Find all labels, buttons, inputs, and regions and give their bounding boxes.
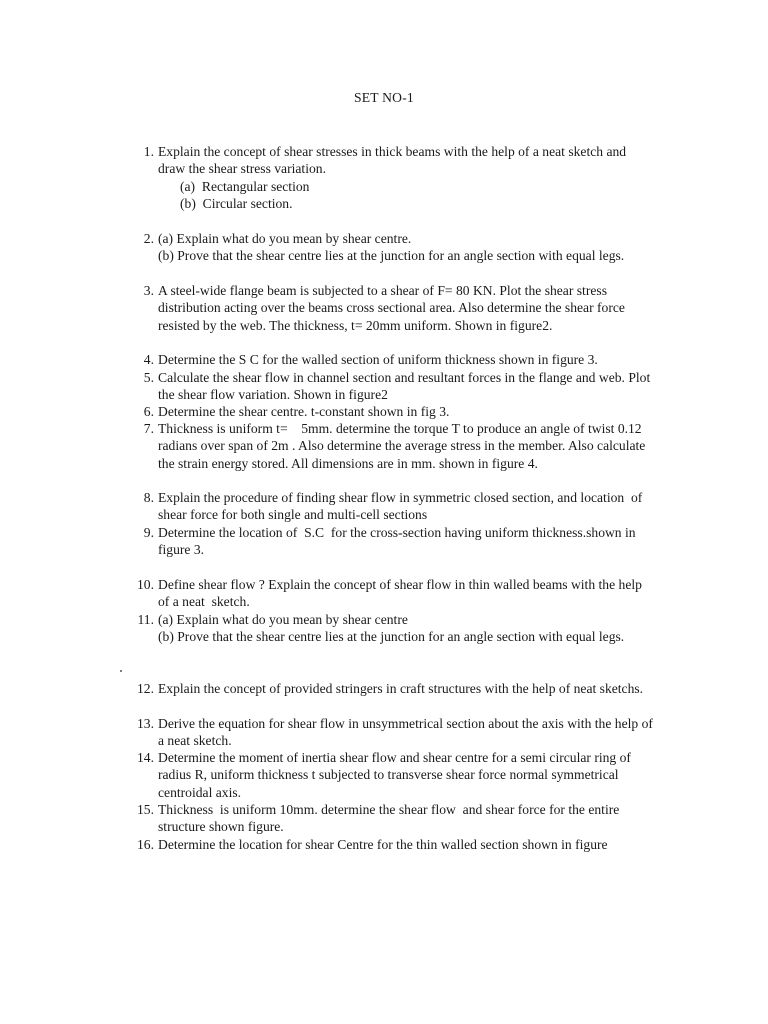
question-text bbox=[158, 143, 653, 213]
page-title: SET NO-1 bbox=[354, 90, 414, 105]
question-text: Determine the shear centre. t-constant shown in fig 3. bbox=[158, 404, 450, 419]
stray-mark bbox=[120, 670, 122, 672]
question-number: 13. bbox=[137, 716, 154, 731]
question-text: Determine the moment of inertia shear flow and shear centre for a semi circular ring of radius R, uniform thickness t subjected to transverse shear force normal symmetrical centroidal axis. bbox=[158, 750, 631, 800]
question-text: Determine the location for shear Centre for the thin walled section shown in figure bbox=[158, 837, 608, 852]
question-number: 10. bbox=[137, 577, 154, 592]
question-number: 6. bbox=[143, 404, 154, 419]
sub-item: (a) Rectangular section bbox=[180, 178, 310, 194]
question-line: (a) Explain what do you mean by shear centre. bbox=[158, 231, 412, 246]
sub-item: (b) Circular section. bbox=[180, 196, 293, 212]
question-text bbox=[158, 230, 653, 265]
question-text: Determine the S C for the walled section of uniform thickness shown in figure 3. bbox=[158, 352, 598, 367]
question-number: 9. bbox=[143, 525, 154, 540]
question-text bbox=[158, 611, 653, 646]
question-number: 14. bbox=[137, 750, 154, 765]
question-text: Thickness is uniform 10mm. determine the shear flow and shear force for the entire structure shown figure. bbox=[158, 802, 620, 835]
question-number: 11. bbox=[137, 612, 154, 627]
question-number: 7. bbox=[143, 421, 154, 436]
question-line: (b) Prove that the shear centre lies at the junction for an angle section with equal legs. bbox=[158, 629, 625, 645]
question-number: 3. bbox=[143, 283, 154, 298]
question-text: Derive the equation for shear flow in unsymmetrical section about the axis with the help of a neat sketch. bbox=[158, 716, 653, 749]
question-line: (b) Prove that the shear centre lies at the junction for an angle section with equal legs. bbox=[158, 248, 625, 264]
question-number: 5. bbox=[143, 370, 154, 385]
question-number: 12. bbox=[137, 681, 154, 696]
question-text: Explain the procedure of finding shear flow in symmetric closed section, and location of shear force for both single and multi-cell sections bbox=[158, 490, 643, 523]
question-number: 15. bbox=[137, 802, 154, 817]
question-number: 1. bbox=[143, 144, 154, 159]
question-line: Explain the concept of shear stresses in thick beams with the help of a neat sketch and draw the shear stress variation. bbox=[158, 144, 627, 177]
question-line: (a) Explain what do you mean by shear centre bbox=[158, 612, 408, 627]
question-text: Define shear flow ? Explain the concept of shear flow in thin walled beams with the help of a neat sketch. bbox=[158, 577, 642, 610]
question-number: 4. bbox=[143, 352, 154, 367]
question-number: 8. bbox=[143, 490, 154, 505]
question-text: A steel-wide flange beam is subjected to a shear of F= 80 KN. Plot the shear stress distribution acting over the beams cross sectional area. Also determine the shear force resisted by the web. The thickness, t= 20mm uniform. Shown in figure2. bbox=[158, 283, 625, 333]
question-text: Explain the concept of provided stringers in craft structures with the help of neat sketchs. bbox=[158, 681, 644, 696]
question-text: Determine the location of S.C for the cross-section having uniform thickness.shown in figure 3. bbox=[158, 525, 636, 558]
question-text: Thickness is uniform t= 5mm. determine the torque T to produce an angle of twist 0.12 radians over span of 2m . Also determine the average stress in the member. Also calculate the strain energy stored. All dimensions are in mm. shown in figure 4. bbox=[158, 421, 646, 471]
question-number: 16. bbox=[137, 837, 154, 852]
question-text: Calculate the shear flow in channel section and resultant forces in the flange and web. Plot the shear flow variation. Shown in figure2 bbox=[158, 370, 651, 403]
question-number: 2. bbox=[143, 231, 154, 246]
